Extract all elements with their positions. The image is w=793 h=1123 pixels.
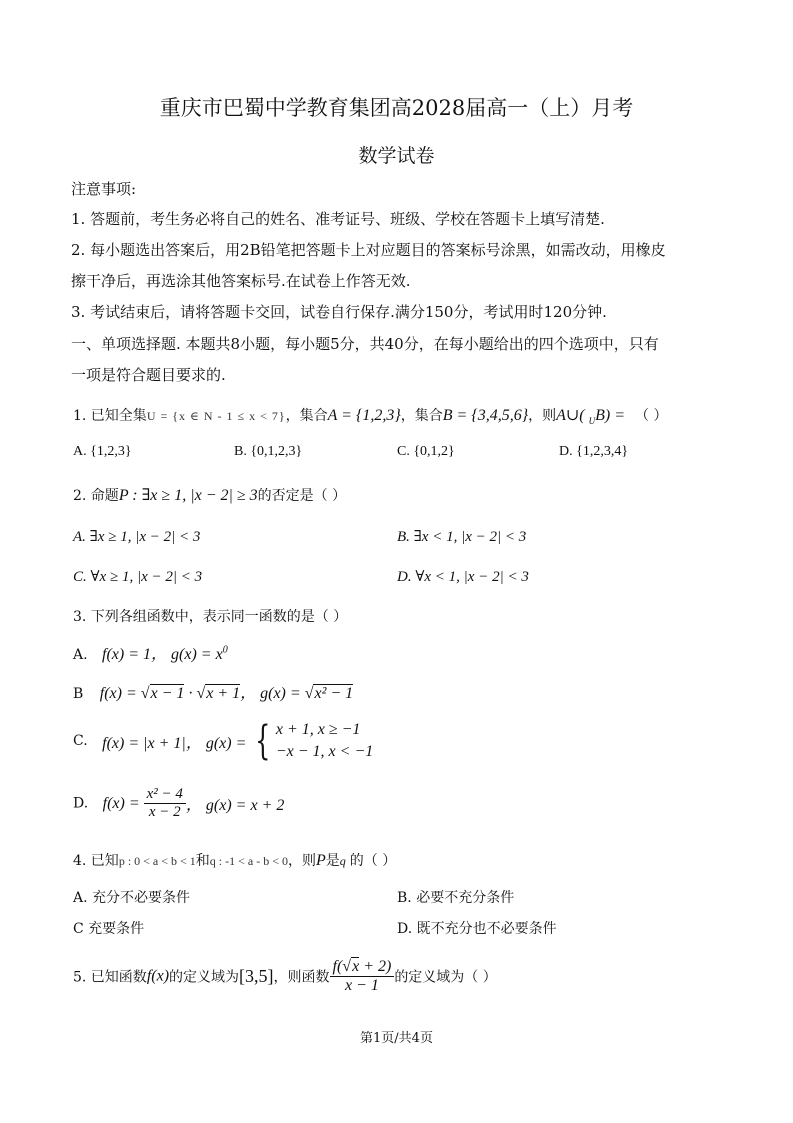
q3-option-d-den: x − 2	[148, 804, 181, 820]
q4-stem-e: 的（ ）	[349, 853, 397, 869]
notice-item-3: 3. 考试结束后，请将答题卡交回，试卷自行保存.满分150分，考试用时120分钟.	[71, 303, 607, 321]
q4-option-d: D. 既不充分也不必要条件	[397, 921, 557, 937]
exam-subtitle: 数学试卷	[358, 145, 435, 167]
q1-option-b: B. {0,1,2,3}	[234, 444, 303, 459]
q1-universal-set: U = {x ∈ N - 1 ≤ x < 7}	[146, 409, 286, 423]
q4-stem-d: 是	[325, 853, 340, 869]
q5-stem-c: ，则函数	[273, 969, 330, 986]
q4-option-b: B. 必要不充分条件	[397, 890, 515, 906]
q1-expression	[556, 407, 626, 427]
q3-option-c-case1: x + 1, x ≥ −1	[275, 721, 361, 738]
q5-stem-b: 的定义域为	[169, 969, 240, 986]
q2-option-d: D. ∀x < 1, |x − 2| < 3	[397, 569, 529, 585]
q5-num-rad: x	[352, 958, 360, 975]
page-footer: 第1页/共4页	[360, 1031, 433, 1046]
q3-option-b-f: f(x) =	[99, 685, 141, 702]
q2-stem-a: 2. 命题	[73, 488, 119, 504]
q3-option-a	[73, 641, 228, 664]
q1-stem-c: ，集合	[400, 408, 443, 424]
q2-stem	[73, 485, 346, 505]
q2-stem-b: 的否定是（ ）	[257, 488, 347, 504]
q1-option-c: C. {0,1,2}	[397, 444, 455, 459]
q4-p-def: p : 0 < a < b < 1	[118, 854, 196, 868]
q3-option-b	[73, 680, 353, 703]
q3-option-c-label: C.	[73, 733, 88, 749]
q3-option-d-num: x² − 4	[144, 786, 186, 804]
q3-option-d-g: ， g(x) = x + 2	[185, 797, 285, 814]
q2-proposition: P : ∃x ≥ 1, |x − 2| ≥ 3	[118, 487, 258, 504]
notice-heading: 注意事项:	[71, 180, 137, 198]
q1-expr-sub: U	[588, 416, 596, 427]
q3-option-b-rad1: x − 1	[150, 685, 185, 702]
q3-option-a-expr	[102, 646, 228, 663]
q5-stem	[73, 958, 497, 995]
q5-stem-d: 的定义域为（ ）	[394, 969, 497, 986]
q3-option-c	[73, 719, 373, 763]
q5-fx: f(x)	[146, 967, 170, 985]
q3-option-a-text: f(x) = 1， g(x) = x	[102, 646, 223, 663]
q3-option-d-label: D.	[73, 795, 89, 812]
q4-q-symbol: q	[339, 854, 346, 868]
q3-option-a-label: A.	[73, 647, 88, 663]
q2-option-c: C. ∀x ≥ 1, |x − 2| < 3	[73, 569, 203, 585]
notice-item-2: 2. 每小题选出答案后，用2B铅笔把答题卡上对应题目的答案标号涂黑，如需改动，用橡皮	[71, 241, 666, 259]
q1-stem-d: ，则	[528, 408, 557, 424]
q5-fraction	[330, 958, 395, 995]
q3-option-d-f: f(x) =	[102, 794, 144, 812]
q1-stem	[73, 405, 668, 426]
exam-title: 重庆市巴蜀中学教育集团高2028届高一（上）月考	[159, 96, 634, 120]
q5-denominator: x − 1	[344, 977, 379, 994]
q3-option-b-dot: ·	[184, 685, 197, 702]
q4-option-a: A. 充分不必要条件	[73, 890, 191, 906]
q3-stem: 3. 下列各组函数中，表示同一函数的是（ ）	[73, 609, 348, 625]
q3-option-d	[73, 786, 284, 821]
q1-set-a: A = {1,2,3}	[327, 407, 401, 424]
q5-numerator: f(√x + 2)	[330, 958, 395, 977]
q5-num-post: + 2)	[359, 958, 392, 975]
q1-stem-a: 1. 已知全集	[73, 408, 147, 424]
q4-stem-c: ，则	[287, 853, 316, 869]
section1-instructions-cont: 一项是符合题目要求的.	[71, 366, 226, 384]
q1-answer-paren: （ ）	[635, 408, 668, 424]
q2-option-b: B. ∃x < 1, |x − 2| < 3	[397, 529, 527, 545]
q4-q-def: q : -1 < a - b < 0	[209, 854, 288, 868]
q3-option-b-label: B	[73, 686, 84, 702]
notice-item-1: 1. 答题前，考生务必将自己的姓名、准考证号、班级、学校在答题卡上填写清楚.	[71, 210, 605, 228]
q3-option-b-rad3: x² − 1	[314, 685, 354, 702]
q5-num-pre: f(	[332, 958, 343, 975]
q3-option-c-cases	[276, 719, 373, 763]
q3-option-a-sup: 0	[222, 644, 228, 656]
q1-set-b: B = {3,4,5,6}	[442, 407, 529, 424]
q2-option-a: A. ∃x ≥ 1, |x − 2| < 3	[73, 529, 201, 545]
q4-p-symbol: P	[315, 852, 326, 869]
q1-option-a: A. {1,2,3}	[73, 444, 132, 459]
piecewise-brace: {	[255, 718, 271, 764]
q1-option-d: D. {1,2,3,4}	[559, 444, 629, 459]
q3-option-b-expr: f(x) = √x − 1 · √x + 1， g(x) = √x² − 1	[99, 685, 354, 702]
q3-option-b-rad2: x + 1	[206, 685, 241, 702]
q3-option-b-g: ， g(x) =	[240, 685, 305, 702]
q1-expr-end: B) =	[595, 407, 626, 424]
q3-option-c-f: f(x) = |x + 1|， g(x) =	[102, 734, 251, 752]
q4-stem-b: 和	[195, 853, 210, 869]
q4-stem-a: 4. 已知	[73, 853, 119, 869]
q4-stem	[73, 850, 396, 870]
q5-domain: [3,5]	[239, 966, 274, 986]
notice-item-2-cont: 擦干净后，再选涂其他答案标号.在试卷上作答无效.	[71, 272, 411, 290]
section1-instructions: 一、单项选择题. 本题共8小题，每小题5分，共40分，在每小题给出的四个选项中，只有	[71, 335, 659, 353]
q1-expr-start: A∪(	[556, 407, 589, 424]
q3-option-d-fraction	[144, 786, 186, 821]
q4-option-c: C 充要条件	[73, 921, 145, 937]
q3-option-c-case2: −x − 1, x < −1	[275, 743, 374, 760]
q1-stem-b: ，集合	[285, 408, 328, 424]
q5-stem-a: 5. 已知函数	[73, 969, 147, 986]
